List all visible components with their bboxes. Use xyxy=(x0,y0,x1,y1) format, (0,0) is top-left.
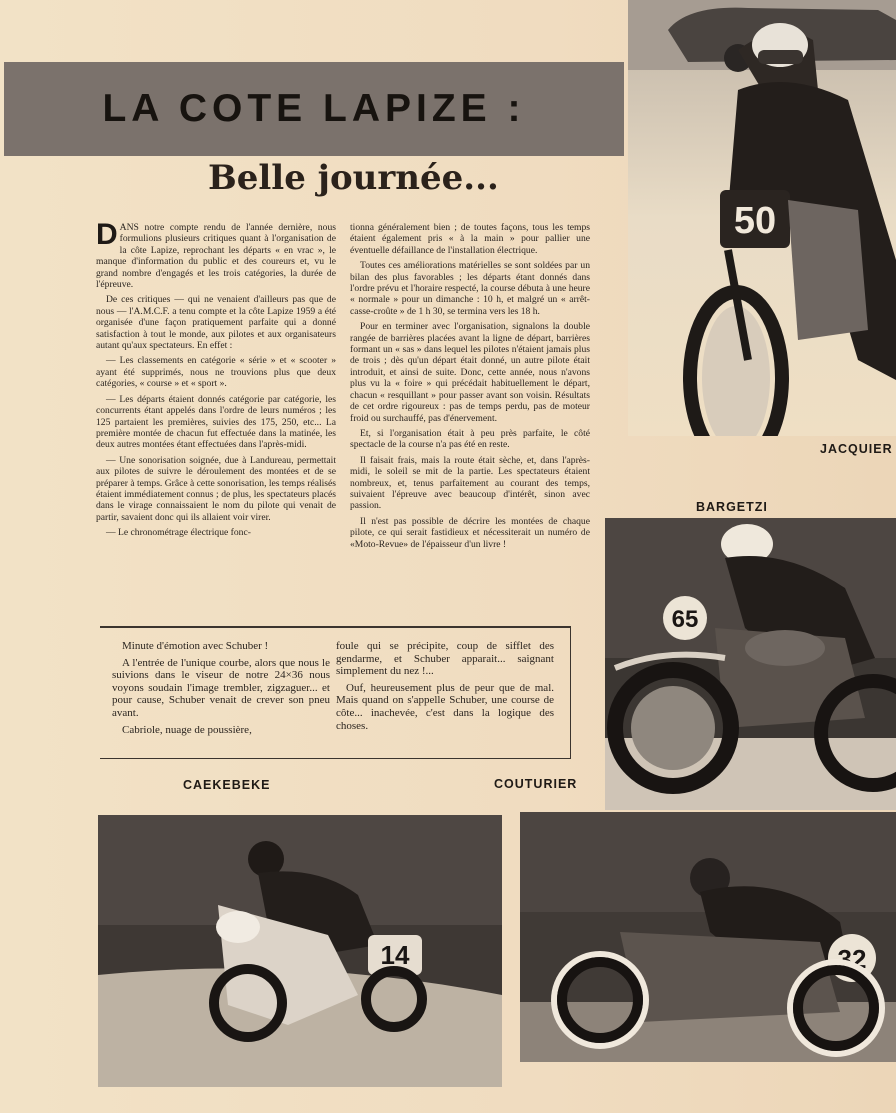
paragraph: Ouf, heureusement plus de peur que de mal. Mais quand on s'appelle Schuber, une course de côte... inachevée, c'est dans la logique des choses. xyxy=(336,681,554,732)
race-number: 14 xyxy=(380,940,410,970)
photo-caption: JACQUIER xyxy=(820,442,893,456)
paragraph: Et, si l'organisation était à peu près parfaite, le côté spectacle de la course n'a pas été en reste. xyxy=(350,427,590,451)
photo-rider-jacquier xyxy=(628,0,896,436)
paragraph: — Une sonorisation soignée, due à Landureau, permettait aux pilotes de suivre le déroulement des montées et de se préparer à temps. Grâce à cette sonorisation, les temps réalisés étaient immédiatement connus ; de plus, les spectateurs placés dans le virage connaissaient le nom du pilote qui venait de partir, savaient donc qui ils allaient voir virer. xyxy=(96,454,337,523)
photo-caption: CAEKEBEKE xyxy=(183,778,271,792)
title-band xyxy=(4,62,624,156)
paragraph: Pour en terminer avec l'organisation, signalons la double rangée de barrières placées avant la ligne de départ, barrières formant un « sas » dans lequel les pilotes n'étaient jamais plus de trois ; dès qu'un départ était donné, un autre pilote était introduit, et ainsi de suite. Donc, cette année, nous n'avons plus vu la « foire » qui précédait habituellement le départ, chacun « resquillant » pour passer avant son voisin. Résultats de cet ordre rigoureux : pas de temps perdu, pas de moteur froid ou surchauffé, pas d'énervement. xyxy=(350,321,590,424)
paragraph: foule qui se précipite, coup de sifflet des gendarme, et Schuber apparait... saignant simplement du nez !... xyxy=(336,640,554,678)
box-column-1 xyxy=(112,640,330,740)
paragraph: De ces critiques — qui ne venaient d'ailleurs pas que de nous — l'A.M.C.F. a tenu compte et la côte Lapize 1959 a été organisée d'une façon pratiquement parfaite qui a donné satisfaction à tout le monde, aux pilotes et aux organisateurs autant qu'aux spectateurs. En effet : xyxy=(96,294,336,352)
paragraph: A l'entrée de l'unique courbe, alors que nous le suivions dans le viseur de notre 24×36 nous voyons soudain l'image trembler, zigzaguer... et pour cause, Schuber venait de crever son pneu avant. xyxy=(112,656,330,719)
paragraph: Cabriole, nuage de poussière, xyxy=(122,723,252,736)
photo-caption: BARGETZI xyxy=(696,500,768,514)
page-title: LA COTE LAPIZE : xyxy=(102,87,526,130)
paragraph: DANS notre compte rendu de l'année dernière, nous formulions plusieurs critiques quant à l'organisation de la côte Lapize, reprochant les départs « en vrac », le manque d'information du public et des coureurs et, vu le grand nombre d'engagés et les trois catégories, la durée de l'épreuve. xyxy=(96,218,336,291)
race-number: 32 xyxy=(837,944,867,974)
paragraph: Il faisait frais, mais la route était sèche, et, dans l'après-midi, le soleil se mit de la partie. Les spectateurs étaient nombreux, et, tenus parfaitement au courant des temps, suivaient l'épreuve avec beaucoup d'intérêt, sinon avec passion. xyxy=(350,454,590,512)
subtitle: Belle journée... xyxy=(208,158,499,198)
paragraph: — Les classements en catégorie « série » et « scooter » ayant été supprimés, nous ne trouvions plus que deux catégories, « course » et « sport ». xyxy=(96,355,336,390)
box-heading: Minute d'émotion avec Schuber ! xyxy=(122,640,269,652)
paragraph: — Les départs étaient donnés catégorie par catégorie, les concurrents étant appelés dans l'ordre de leurs numéros ; les 125 partaient les premières, suivies des 175, 250, etc... La première montée de chacun fut effectuée dans la matinée, les deux autres montées étant effectuées dans l'après-midi. xyxy=(96,393,336,451)
photo-caption: COUTURIER xyxy=(494,777,578,791)
race-number: 50 xyxy=(733,200,777,242)
box-column-2 xyxy=(336,640,554,736)
drop-cap: D xyxy=(96,218,118,251)
race-number: 65 xyxy=(671,606,699,633)
photo-rider-couturier xyxy=(520,812,896,1062)
paragraph: — Le chronométrage électrique fonc- xyxy=(106,527,251,539)
paragraph: Toutes ces améliorations matérielles se sont soldées par un bilan des plus favorables ; les départs étant donnés dans l'ordre prévu et l'horaire respecté, la course débuta à une heure « normale » pour un dimanche : 10 h, et malgré un « arrêt-casse-croûte » de 1 h 30, se termina vers les 18 h. xyxy=(350,260,590,317)
photo-rider-bargetzi xyxy=(605,518,896,810)
article-column-2 xyxy=(350,222,590,554)
photo-rider-caekebeke xyxy=(98,815,502,1087)
article-column-1 xyxy=(96,218,337,543)
paragraph: tionna généralement bien ; de toutes façons, tous les temps étaient également pris « à la main » pour pallier une éventuelle défaillance de l'installation électrique. xyxy=(350,222,590,256)
paragraph: Il n'est pas possible de décrire les montées de chaque pilote, ce qui serait fastidieux et nécessiterait un numéro de «Moto-Revue» de l'épaisseur d'un livre ! xyxy=(350,515,590,550)
